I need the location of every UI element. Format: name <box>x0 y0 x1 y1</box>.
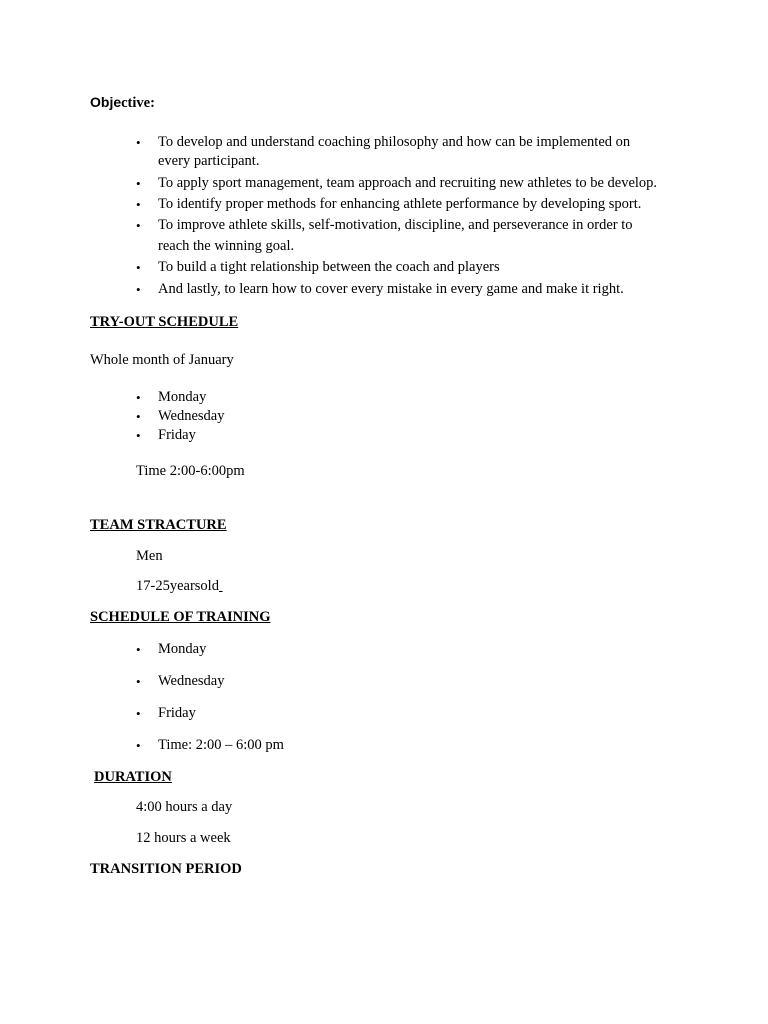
bullet-icon: • <box>136 135 141 150</box>
objective-heading-bold: Obje <box>90 94 122 110</box>
bullet-icon: • <box>136 260 141 275</box>
duration-heading: DURATION <box>94 769 172 785</box>
bullet-icon: • <box>136 176 141 191</box>
team-age <box>136 578 223 595</box>
objective-item-4-line-1: To improve athlete skills, self-motivation, discipline, and perseverance in order to <box>158 217 633 233</box>
bullet-icon: • <box>136 282 141 297</box>
bullet-icon: • <box>136 409 141 424</box>
transition-heading: TRANSITION PERIOD <box>90 861 242 877</box>
training-time: Time: 2:00 – 6:00 pm <box>158 737 284 753</box>
objective-item-1-line-1: To develop and understand coaching philosophy and how can be implemented on <box>158 134 631 150</box>
objective-heading <box>90 94 155 112</box>
training-day-friday: Friday <box>158 705 196 721</box>
bullet-icon: • <box>136 197 141 212</box>
tryout-day-monday: Monday <box>158 389 207 405</box>
tryout-intro: Whole month of January <box>90 352 234 368</box>
team-age-trailing-underline <box>219 578 223 594</box>
objective-heading-rest: ctive: <box>121 95 155 111</box>
duration-per-day: 4:00 hours a day <box>136 799 233 815</box>
bullet-icon: • <box>136 674 141 689</box>
duration-per-week: 12 hours a week <box>136 830 231 846</box>
objective-item-6: And lastly, to learn how to cover every mistake in every game and make it right. <box>158 281 624 297</box>
bullet-icon: • <box>136 642 141 657</box>
training-heading: SCHEDULE OF TRAINING <box>90 609 271 625</box>
objective-item-5: To build a tight relationship between the coach and players <box>158 259 500 275</box>
tryout-day-friday: Friday <box>158 427 196 443</box>
team-age-text: 17-25yearsold <box>136 578 219 594</box>
bullet-icon: • <box>136 706 141 721</box>
tryout-day-wednesday: Wednesday <box>158 408 225 424</box>
training-day-monday: Monday <box>158 641 207 657</box>
bullet-icon: • <box>136 428 141 443</box>
bullet-icon: • <box>136 390 141 405</box>
tryout-heading: TRY-OUT SCHEDULE <box>90 314 239 330</box>
bullet-icon: • <box>136 218 141 233</box>
objective-item-4-line-2: reach the winning goal. <box>158 238 295 254</box>
team-heading: TEAM STRACTURE <box>90 517 227 533</box>
objective-item-2: To apply sport management, team approach and recruiting new athletes to be develop. <box>158 175 658 191</box>
team-gender: Men <box>136 548 163 564</box>
objective-item-1-line-2: every participant. <box>158 153 260 169</box>
objective-item-3: To identify proper methods for enhancing athlete performance by developing sport. <box>158 196 642 212</box>
training-day-wednesday: Wednesday <box>158 673 225 689</box>
bullet-icon: • <box>136 738 141 753</box>
tryout-time: Time 2:00-6:00pm <box>136 463 245 479</box>
